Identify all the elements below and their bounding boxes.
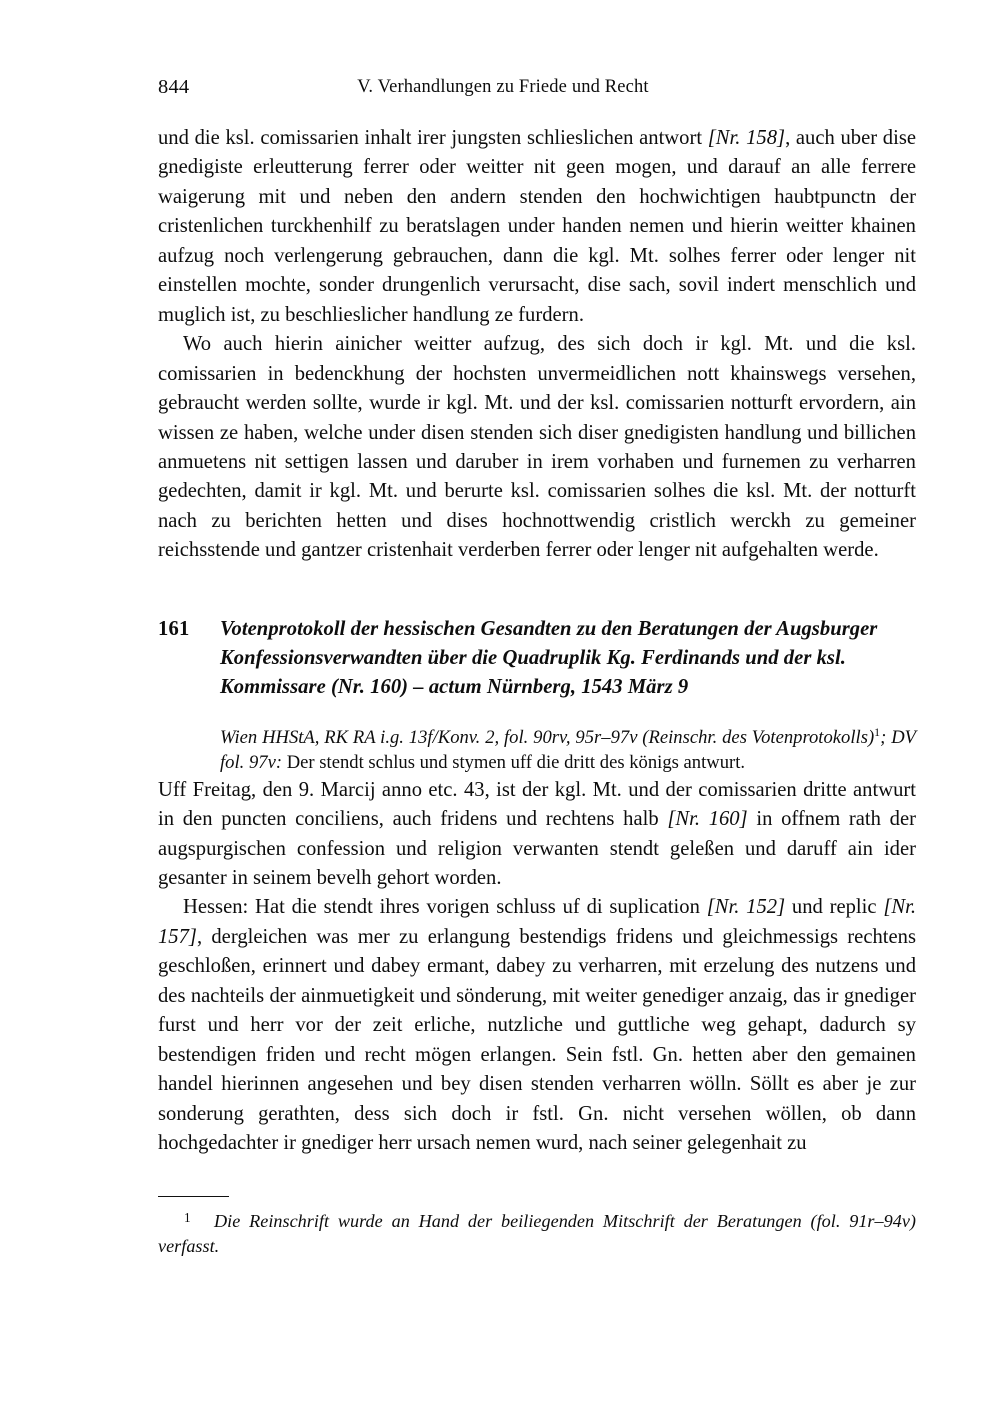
paragraph-uff-freitag bbox=[158, 776, 916, 894]
paragraph-hessen bbox=[158, 893, 916, 1158]
running-head-title: V. Verhandlungen zu Friede und Recht bbox=[357, 77, 649, 97]
document-title: Votenprotokoll der hessischen Gesandten zu den Beratungen der Augsburger Konfessionsverwandten über die Quadruplik Kg. Ferdinands und der ksl. Kommissare (Nr. 160) – actum Nürnberg, 1543 März 9 bbox=[220, 617, 878, 699]
document-reference-152: [Nr. 152] bbox=[706, 896, 786, 919]
archival-citation-b: ; DV fol. 97v: bbox=[220, 727, 916, 773]
text-column bbox=[158, 124, 916, 1158]
document-reference-157: [Nr. 157] bbox=[158, 896, 916, 948]
document-heading bbox=[158, 615, 916, 703]
footnote-marker: 1 bbox=[874, 725, 881, 740]
footnote-number: 1 bbox=[184, 1210, 191, 1225]
hessen-text-a: Hessen: Hat die stendt ihres vorigen schluss uf di suplication bbox=[183, 896, 707, 919]
hessen-text-c: , dergleichen was mer zu erlangung bestendigs fridens und gleichmessigs rechtens geschloßen, erinnert und dabey ermant, dabey zu verharren, mit erzelung des nutzens und des nachteils der ainmuetigkeit und sönderung, mit weiter genediger anzaig, das ir gnediger furst und herr vor der zeit erliche, nutzliche und guttliche weg gehapt, dadurch sy bestendigen friden und recht mögen erlangen. Sein fstl. Gn. hetten aber den gemainen handel hierinnen angesehen und bey disen stenden verharren wölln. Söllt es aber je zur sonderung gerathten, dess sich doch ir fstl. Gn. nicht versehen wöllen, ob dann hochgedachter ir gnediger herr ursach nemen wurd, nach seiner gelegenhait zu bbox=[158, 925, 916, 1155]
hessen-text-b: und replic bbox=[785, 896, 884, 919]
footnote-entry bbox=[158, 1206, 916, 1258]
paragraph-wo-auch: Wo auch hierin ainicher weitter aufzug, des sich doch ir kgl. Mt. und die ksl. comissarien in bedenckhung der hochsten unvermeidlichen nott khainswegs versehen, gebraucht werden sollte, wurde ir kgl. Mt. und der ksl. comissarien notturft ervordern, ain wissen ze haben, welche under disen stenden sich diser gnedigisten handlung und billichen anmuetens nit settigen lassen und daruber in irem vorhaben und furnemen zu verharren gedechten, damit ir kgl. Mt. und berurte ksl. comissarien solhes die ksl. Mt. der notturft nach zu berichten hetten und dises hochnottwendig cristlich werckh zu gemeiner reichsstende und gantzer cristenhait verderben ferrer oder lenger nit aufgehalten werde. bbox=[158, 333, 916, 562]
footnote-apparatus bbox=[158, 1196, 916, 1258]
document-number: 161 bbox=[158, 617, 190, 640]
archival-summary: Der stendt schlus und stymen uff die dritt des königs antwurt. bbox=[282, 752, 746, 773]
running-head bbox=[158, 76, 916, 102]
page-number: 844 bbox=[158, 76, 190, 98]
paragraph-continuation bbox=[158, 124, 916, 330]
record-text-a: Uff Freitag, den 9. Marcij anno etc. 43, ist der kgl. Mt. und der comissarien dritte antwurt in den puncten conciliens, auch fridens und rechtens halb bbox=[158, 778, 916, 831]
footnote-separator-rule bbox=[158, 1196, 229, 1197]
footnote-text: Die Reinschrift wurde an Hand der beiliegenden Mitschrift der Beratungen (fol. 91r–94v) verfasst. bbox=[158, 1211, 916, 1256]
paragraph-text-b: , auch uber dise gnedigiste erleutterung ferrer oder weitter nit geen mogen, und darauf an alle ferrere waigerung mit und neben den andern stenden den hochwichtigen haubtpunctn der cristenlichen turckhenhilf zu beratslagen under handen nemen und hierin weitter khainen aufzug noch verlengerung gebrauchen, dann die kgl. Mt. solhes ferrer oder lenger nit einstellen mochte, sonder drungenlich verursacht, dise sach, sovil indert menschlich und muglich ist, zu beschlieslicher handlung ze furdern. bbox=[158, 127, 916, 326]
archival-reference-block bbox=[220, 726, 916, 775]
document-reference: [Nr. 158] bbox=[707, 127, 786, 149]
paragraph-text-a: und die ksl. comissarien inhalt irer jungsten schlieslichen antwort bbox=[158, 127, 708, 149]
document-reference-160: [Nr. 160] bbox=[667, 808, 748, 831]
record-text-b: in offnem rath der augspurgischen confession und religion verwanten stendt geleßen und daruff ain ider gesanter in seinem bevelh gehort worden. bbox=[158, 808, 916, 889]
archival-citation-a: Wien HHStA, RK RA i.g. 13f/Konv. 2, fol. 90rv, 95r–97v (Reinschr. des Votenprotokolls) bbox=[220, 727, 875, 749]
